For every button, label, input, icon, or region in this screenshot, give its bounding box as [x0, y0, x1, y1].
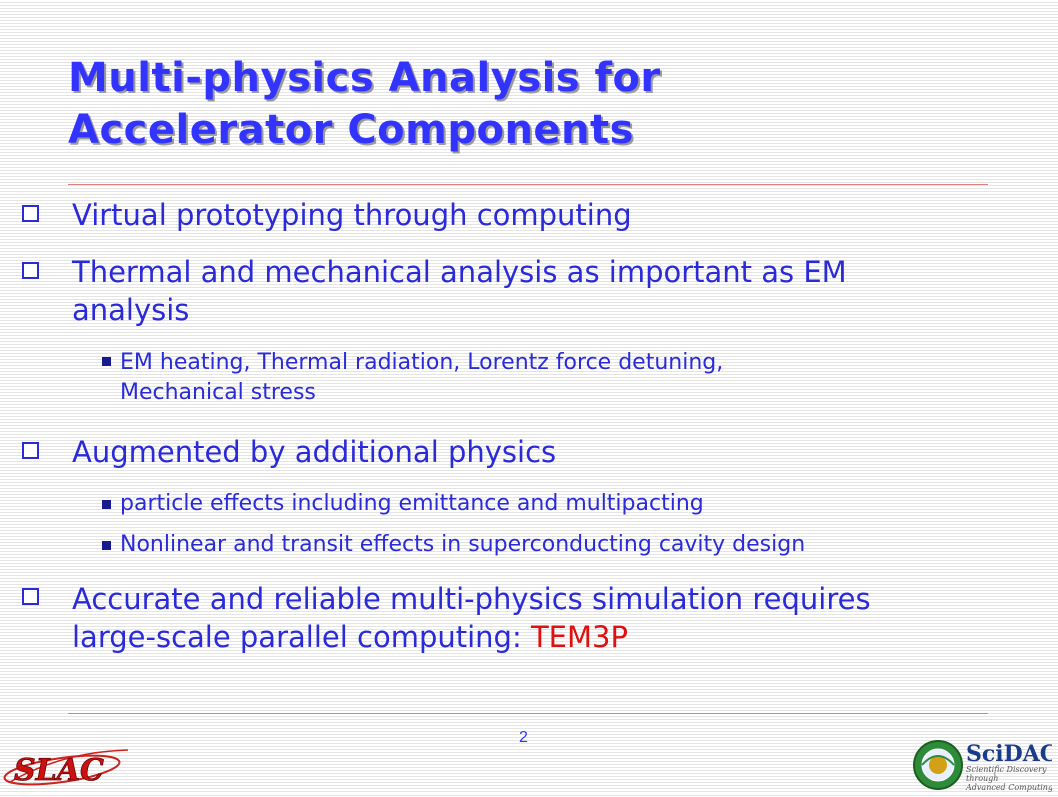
slide-title: [68, 52, 968, 156]
bullet-2-line-1: Thermal and mechanical analysis as important as EM: [72, 255, 847, 289]
filled-square-bullet-icon: [102, 541, 111, 550]
scidac-logo-line-1: Scientific Discovery: [966, 765, 1047, 774]
slac-logo-graphic: [2, 742, 132, 792]
bullet-2: [72, 253, 1042, 329]
hollow-square-bullet-icon: [22, 205, 39, 222]
hollow-square-bullet-icon: [22, 442, 39, 459]
hollow-square-bullet-icon: [22, 262, 39, 279]
bullet-4-line-2: [72, 618, 1042, 656]
filled-square-bullet-icon: [102, 357, 111, 366]
subbullet-1-line-1: EM heating, Thermal radiation, Lorentz force detuning,: [120, 350, 724, 375]
slide-title-line-2: Accelerator Components: [68, 107, 634, 153]
slide-title-line-1: Multi-physics Analysis for: [68, 55, 661, 101]
slac-logo: [2, 742, 132, 796]
subbullet-1-line-2: Mechanical stress: [120, 380, 316, 405]
slac-logo-text: SLAC: [14, 753, 104, 788]
page-number: 2: [519, 729, 528, 746]
bullet-1: Virtual prototyping through computing: [72, 198, 632, 232]
subbullet-3: Nonlinear and transit effects in superconducting cavity design: [120, 532, 806, 557]
scidac-logo-graphic: [912, 737, 1052, 793]
bullet-4-line-1: Accurate and reliable multi-physics simulation requires: [72, 582, 871, 616]
bullet-4: [72, 580, 1042, 656]
bullet-4-line-2-text: large-scale parallel computing:: [72, 620, 531, 654]
scidac-logo-line-3: Advanced Computing: [966, 783, 1052, 792]
filled-square-bullet-icon: [102, 500, 111, 509]
bullet-2-line-2: analysis: [72, 293, 190, 327]
scidac-logo: [912, 737, 1052, 797]
footer-divider: [68, 713, 988, 714]
scidac-logo-title: SciDAC: [966, 741, 1052, 767]
tem3p-highlight: TEM3P: [530, 620, 628, 654]
hollow-square-bullet-icon: [22, 588, 39, 605]
title-divider: [68, 184, 988, 185]
scidac-logo-line-2: through: [966, 774, 999, 783]
subbullet-2: particle effects including emittance and multipacting: [120, 491, 704, 516]
bullet-3: Augmented by additional physics: [72, 435, 557, 469]
subbullet-1: [120, 348, 1055, 408]
